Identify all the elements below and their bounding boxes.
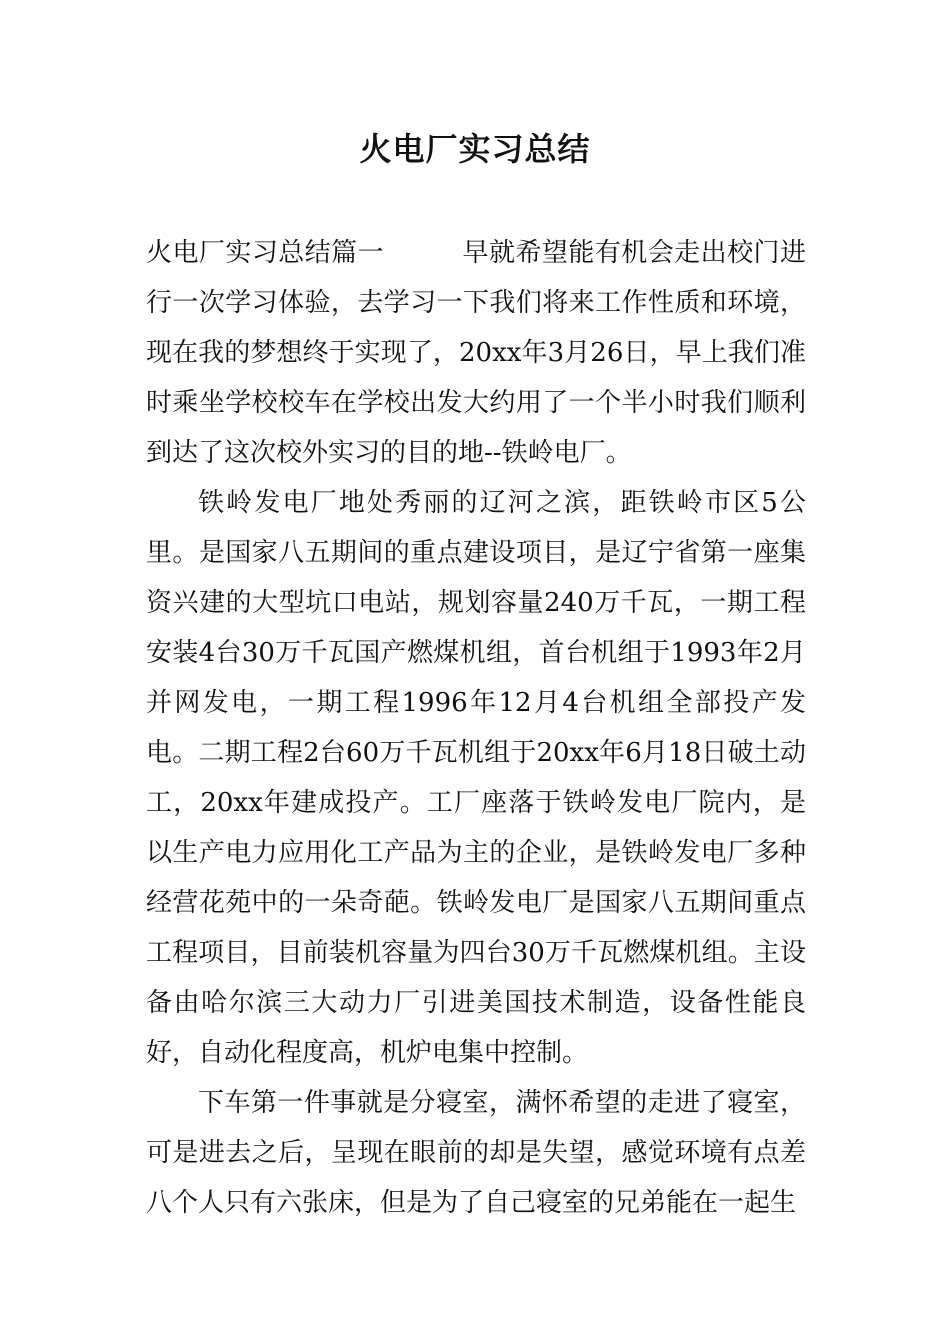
paragraph-2: 铁岭发电厂地处秀丽的辽河之滨，距铁岭市区5公里。是国家八五期间的重点建设项目，是辽宁省第一座集资兴建的大型坑口电站，规划容量240万千瓦，一期工程安装4台30万千瓦国产燃煤机组，首台机组于1993年2月并网发电，一期工程1996年12月4台机组全部投产发电。二期工程2台60万千瓦机组于20xx年6月18日破土动工，20xx年建成投产。工厂座落于铁岭发电厂院内，是以生产电力应用化工产品为主的企业，是铁岭发电厂多种经营花苑中的一朵奇葩。铁岭发电厂是国家八五期间重点工程项目，目前装机容量为四台30万千瓦燃煤机组。主设备由哈尔滨三大动力厂引进美国技术制造，设备性能良好，自动化程度高，机炉电集中控制。 [146,488,806,1068]
paragraph-3: 下车第一件事就是分寝室，满怀希望的走进了寝室，可是进去之后，呈现在眼前的却是失望，感觉环境有点差八个人只有六张床，但是为了自己寝室的兄弟能在一起生 [146,1088,806,1218]
intro-heading: 火电厂实习总结篇一 [146,238,385,268]
paragraph-1-text: 早就希望能有机会走出校门进行一次学习体验，去学习一下我们将来工作性质和环境，现在我的梦想终于实现了，20xx年3月26日，早上我们准时乘坐学校校车在学校出发大约用了一个半小时我们顺利到达了这次校外实习的目的地--铁岭电厂。 [146,238,806,468]
document-title: 火电厂实习总结 [359,130,591,168]
document-body [146,228,806,1228]
paragraph-1 [146,228,806,478]
